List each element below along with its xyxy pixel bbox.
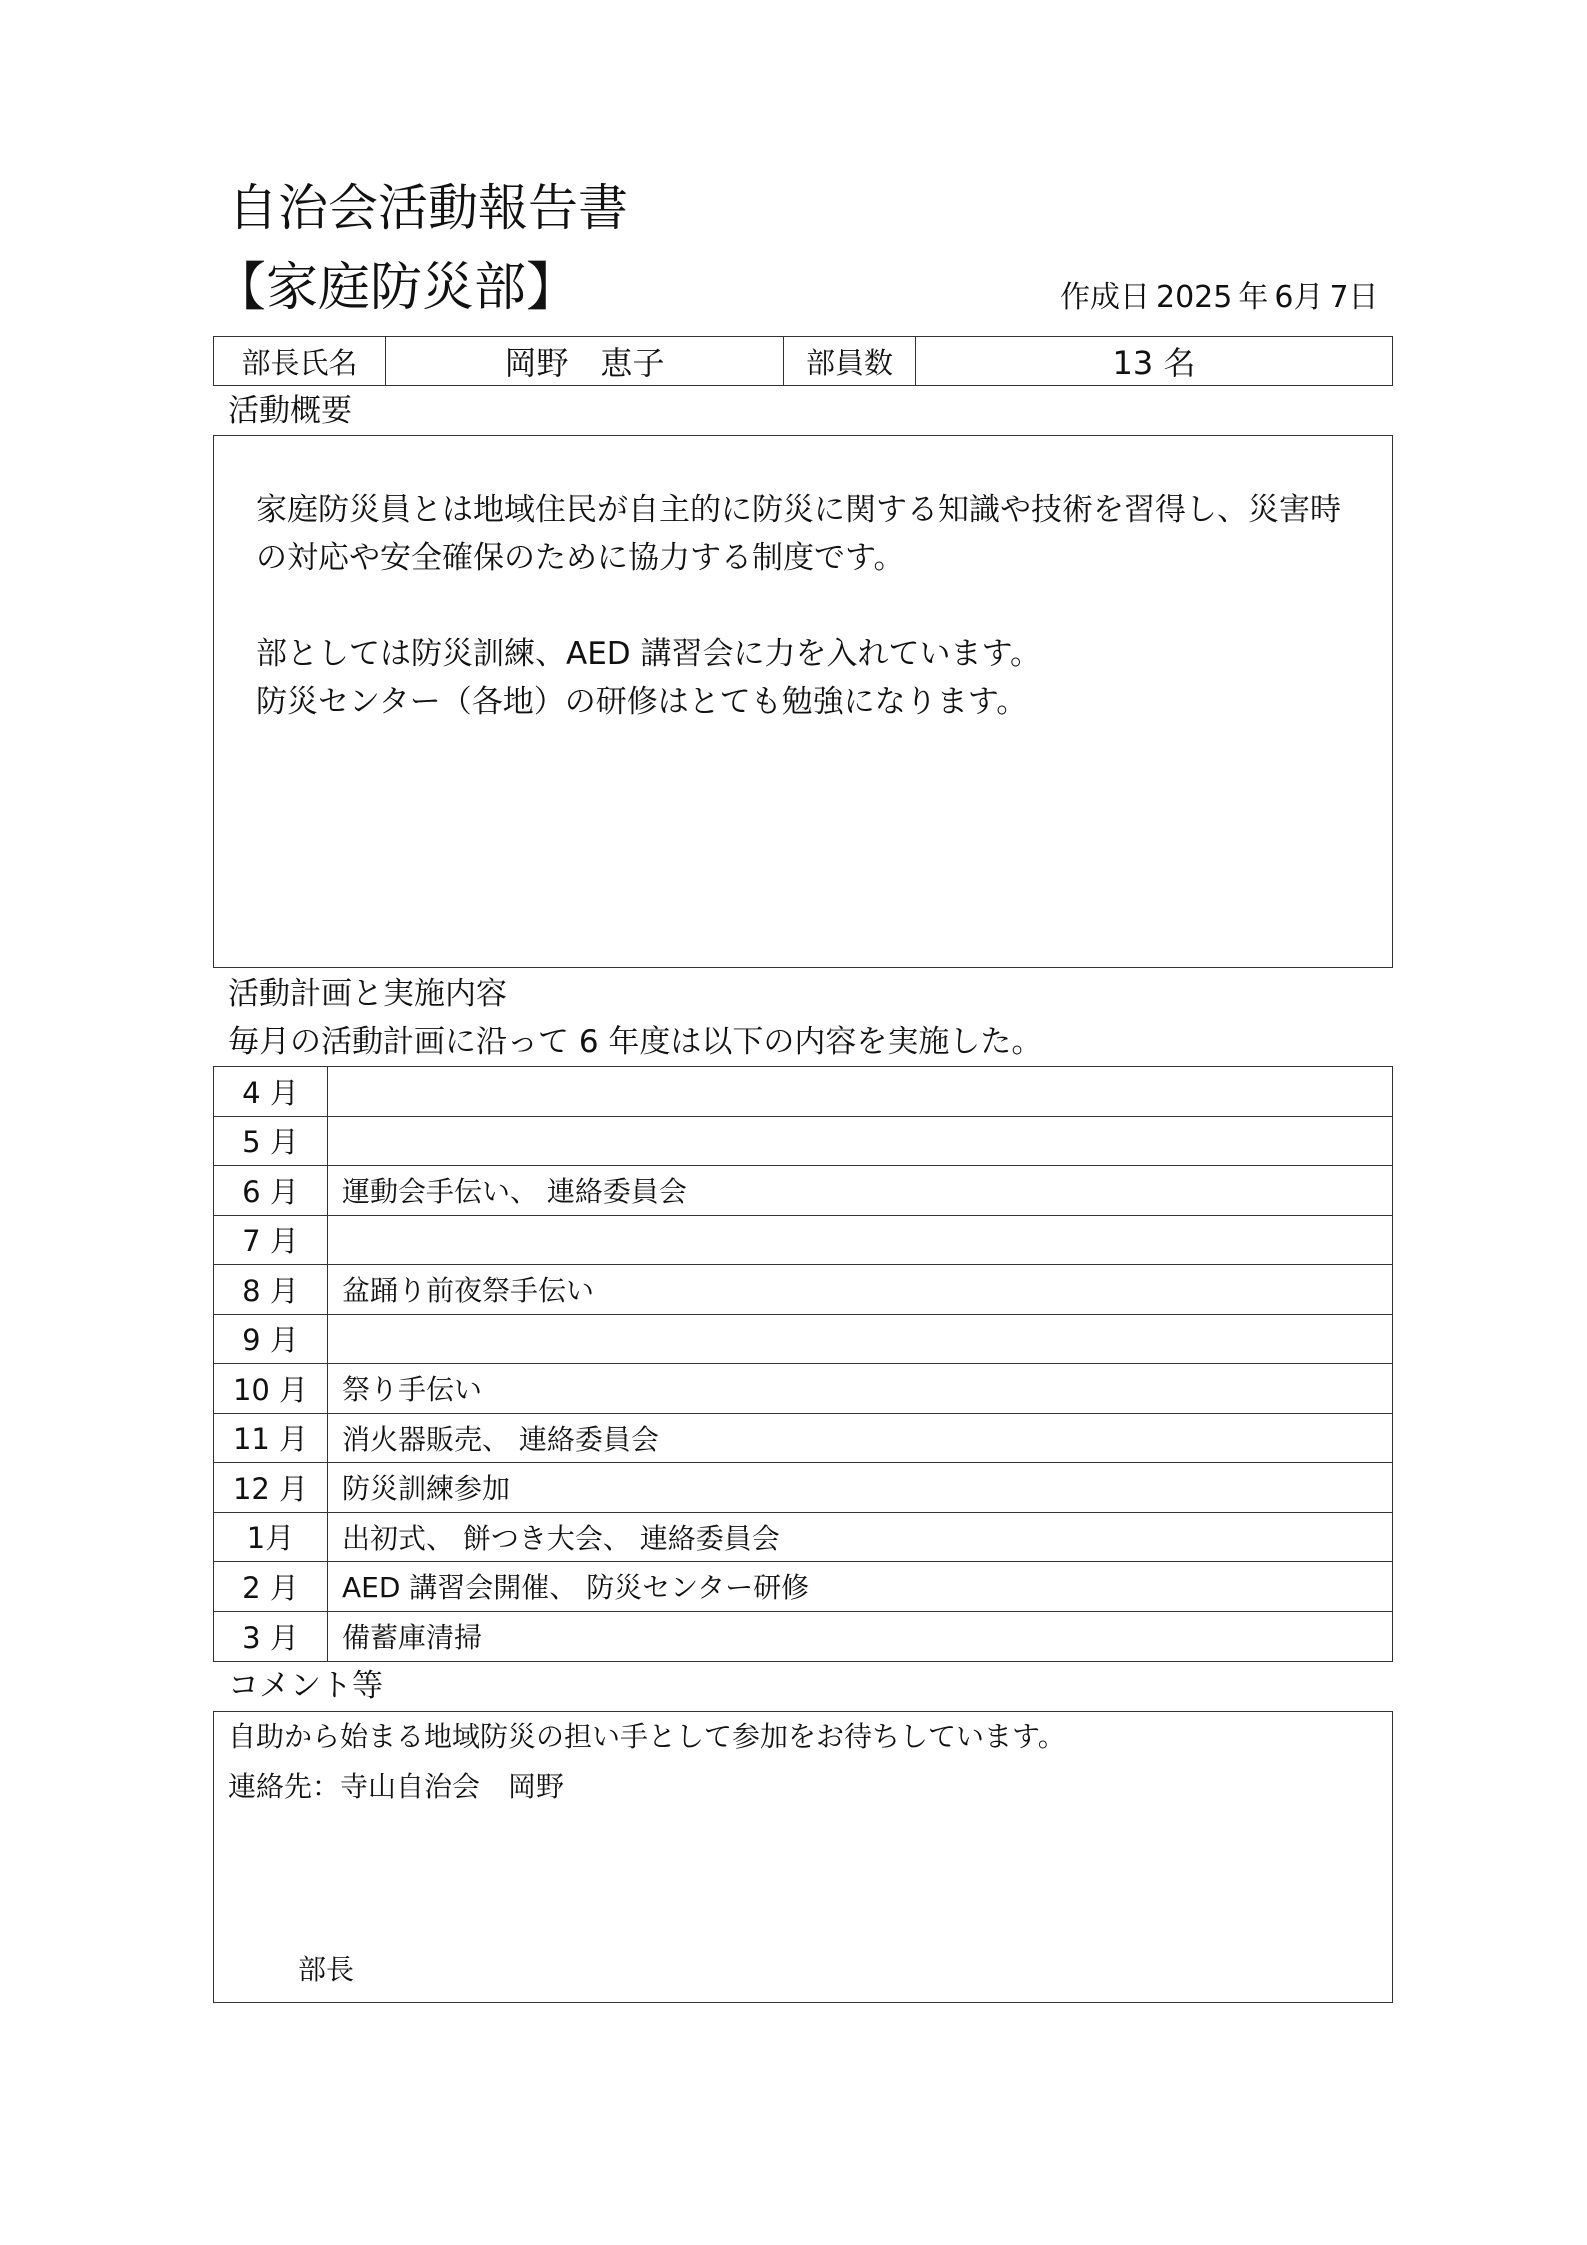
table-row bbox=[214, 1562, 1392, 1612]
month-cell: 3 月 bbox=[214, 1612, 328, 1662]
plan-heading: 活動計画と実施内容 bbox=[228, 976, 507, 1012]
created-date bbox=[1060, 280, 1385, 316]
table-row bbox=[214, 1166, 1392, 1216]
month-cell: 11 月 bbox=[214, 1414, 328, 1463]
month-cell: 12 月 bbox=[214, 1463, 328, 1512]
comment-line-1: 自助から始まる地域防災の担い手として参加をお待ちしています。 bbox=[228, 1720, 1066, 1753]
date-day: 7日 bbox=[1329, 280, 1379, 315]
department-title: 【家庭防災部】 bbox=[214, 258, 579, 318]
table-row bbox=[214, 1364, 1392, 1414]
content-cell bbox=[328, 1067, 1392, 1116]
monthly-plan-table bbox=[213, 1066, 1393, 1662]
content-cell: 防災訓練参加 bbox=[342, 1472, 511, 1506]
content-cell: 運動会手伝い、 連絡委員会 bbox=[342, 1175, 687, 1209]
overview-heading: 活動概要 bbox=[228, 393, 352, 429]
date-label: 作成日 bbox=[1060, 280, 1150, 315]
month-cell: 7 月 bbox=[214, 1216, 328, 1265]
table-row bbox=[214, 1117, 1392, 1167]
date-month: 6月 bbox=[1274, 280, 1324, 315]
comment-box bbox=[213, 1711, 1393, 2003]
table-row bbox=[214, 1067, 1392, 1117]
content-cell: AED 講習会開催、 防災センター研修 bbox=[342, 1571, 810, 1605]
members-label: 部員数 bbox=[784, 337, 916, 385]
overview-line-3: 部としては防災訓練、AED 講習会に力を入れています。 bbox=[256, 636, 1042, 672]
table-row bbox=[214, 1513, 1392, 1563]
table-row bbox=[214, 1315, 1392, 1365]
overview-box bbox=[213, 435, 1393, 968]
month-cell: 4 月 bbox=[214, 1067, 328, 1116]
content-cell: 出初式、 餅つき大会、 連絡委員会 bbox=[342, 1521, 780, 1555]
date-year-unit: 年 bbox=[1238, 280, 1269, 315]
content-cell bbox=[328, 1315, 1392, 1364]
comment-heading: コメント等 bbox=[228, 1668, 383, 1704]
table-row bbox=[214, 1414, 1392, 1464]
table-row bbox=[214, 1612, 1392, 1662]
page-title: 自治会活動報告書 bbox=[228, 179, 628, 237]
month-cell: 8 月 bbox=[214, 1265, 328, 1314]
month-cell: 9 月 bbox=[214, 1315, 328, 1364]
table-row bbox=[214, 1216, 1392, 1266]
signature-label: 部長 bbox=[298, 1953, 355, 1986]
overview-line-1: 家庭防災員とは地域住民が自主的に防災に関する知識や技術を習得し、災害時 bbox=[256, 492, 1341, 528]
overview-line-4: 防災センター（各地）の研修はとても勉強になります。 bbox=[256, 684, 1028, 720]
table-row bbox=[214, 1265, 1392, 1315]
comment-line-2: 連絡先：寺山自治会 岡野 bbox=[228, 1770, 565, 1803]
content-cell: 消火器販売、 連絡委員会 bbox=[342, 1422, 659, 1456]
leader-label: 部長氏名 bbox=[214, 337, 386, 385]
leader-info-table bbox=[213, 336, 1393, 386]
date-year: 2025 bbox=[1156, 280, 1233, 315]
content-cell bbox=[328, 1216, 1392, 1265]
content-cell: 備蓄庫清掃 bbox=[342, 1621, 483, 1655]
plan-intro: 毎月の活動計画に沿って 6 年度は以下の内容を実施した。 bbox=[228, 1024, 1043, 1060]
table-row bbox=[214, 1463, 1392, 1513]
month-cell: 1月 bbox=[214, 1513, 328, 1562]
month-cell: 2 月 bbox=[214, 1562, 328, 1611]
content-cell bbox=[328, 1117, 1392, 1166]
month-cell: 10 月 bbox=[214, 1364, 328, 1413]
content-cell: 盆踊り前夜祭手伝い bbox=[342, 1274, 595, 1308]
overview-line-2: の対応や安全確保のために協力する制度です。 bbox=[256, 540, 905, 576]
members-value: 13 名 bbox=[1112, 344, 1196, 382]
month-cell: 5 月 bbox=[214, 1117, 328, 1166]
leader-name: 岡野 恵子 bbox=[386, 337, 784, 385]
month-cell: 6 月 bbox=[214, 1166, 328, 1215]
content-cell: 祭り手伝い bbox=[342, 1373, 483, 1407]
